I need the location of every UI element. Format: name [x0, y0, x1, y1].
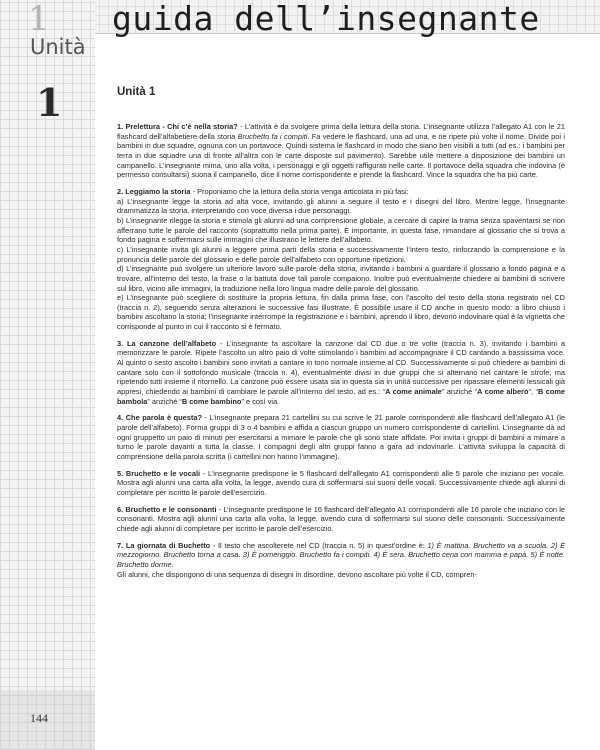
section-1-title: 1. Prelettura - Chi c’è nella storia?	[117, 122, 238, 131]
body-text	[117, 122, 565, 579]
page-header-title: guida dell’insegnante	[112, 0, 540, 38]
section-2-step-c: c) L’insegnante invita gli alunni a leggere prima parti della storia e successivamente l’intero testo, rinforzando la comprensione e la pronuncia delle parole del glossario e delle parole dell’alfabeto con opportune ripetizioni.	[117, 244, 565, 264]
section-7-text-cont: Gli alunni, che dispongono di una sequenza di disegni in disordine, devono ascoltare più volte il CD, compren-	[117, 569, 477, 579]
section-7-title: 7. La giornata di Buchetto	[117, 540, 211, 550]
section-3-text: - L’insegnante fa ascoltare la canzone dal CD due o tre volte (traccia n. 3), invitando i bambini a memorizzare le parole. Ripete l’ascolto un altro paio di volte stimolando i bambini ad accompagnare il CD cantando a bassissima voce. Al quinto o sesto ascolto i bambini sono invitati a cantare in tono normale insieme al CD. Successivamente si può chiedere ai bambini di cantare solo con il sottofondo musicale (traccia n. 4), eventualmente divisi in due gruppi che si alternano nel cantare le strofe, ma ripetendo tutti insieme il ritornello. La canzone può essere usata sia in questa sia in unità successive per ripassare elementi lessicali già appresi, chiedendo ai bambini di cambiare le parole all’interno del testo, ad es.: “	[117, 338, 565, 397]
section-5-text: - L’insegnante predispone le 5 flashcard dell’allegato A1 corrispondenti alle 5 parole che iniziano per vocale. Mostra agli alunni una carta alla volta, la legge, avendo cura di soffermarsi sui suoni delle vocali. Successivamente chiede agli alunni di completare per iscritto le parole dell’esercizio.	[117, 468, 565, 497]
section-2-title: 2. Leggiamo la storia	[117, 186, 191, 196]
section-3: 3. La canzone dell’alfabeto - L’insegnante fa ascoltare la canzone dal CD due o tre volte (traccia n. 3), invitando i bambini a memorizzare le parole. Ripete l’ascolto un altro paio di volte stimolando i bambini ad accompagnare il CD cantando a bassissima voce. Al quinto o sesto ascolto i bambini sono invitati a cantare in tono normale insieme al CD. Successivamente si può chiedere ai bambini di cantare solo con il sottofondo musicale (traccia n. 4), eventualmente divisi in due gruppi che si alternano nel cantare le strofe, ma ripetendo tutti insieme il ritornello. La canzone può essere usata sia in questa sia in unità successive per ripassare elementi lessicali già appresi, chiedendo ai bambini di cambiare le parole all’interno del testo, ad es.: “A come animale” anziché “A come albero”, “B come bambola” anziché “B come bambino” e così via.	[117, 338, 565, 406]
section-2-step-e: e) L’insegnante può scegliere di sostituire la propria lettura, fin dalla prima fase, con l’ascolto del testo della storia registrato nel CD (traccia n. 2), seguendo senza alterazioni le successive fasi illustrate. È possibile usare il CD anche in questo modo: a libro chiuso i bambini ascoltano la storia; l’insegnante interrompe la registrazione e i bambini, aprendo il libro, devono indovinare qual è la vignetta che corrisponde al punto in cui il racconto si è fermato.	[117, 293, 565, 332]
section-2-intro: - Proponiamo che la lettura della storia venga articolata in più fasi:	[190, 186, 409, 196]
section-1-text: - L’attività è da svolgere prima della lettura della storia. L’insegnante utilizza l’allegato A1 con le 21 flashcard dell’alfabetiere della storia	[117, 122, 565, 141]
section-7-story: 1) È mattina. Bruchetto va a scuola. 2) È mezzogiorno. Bruchetto torna a casa. 3) È pomeriggio. Bruchetto fa i compiti. 4) È sera. Bruchetto cena con mamma e papà. 5) È notte. Bruchetto dorme.	[117, 540, 565, 569]
section-4	[117, 413, 565, 461]
section-7-text: - Il testo che ascolterete nel CD (traccia n. 5) in quest’ordine è:	[210, 540, 428, 550]
section-3-title: 3. La canzone dell’alfabeto	[117, 338, 217, 348]
section-5-title: 5. Bruchetto e le vocali	[117, 468, 201, 478]
sidebar-unit-number: 1	[36, 80, 63, 125]
section-5	[117, 469, 565, 498]
section-2-step-a: a) L’insegnante legge la storia ad alta voce, invitando gli alunni a seguire il testo e i disegni del libro. Mentre legge, l’insegnante drammatizza la storia, interpretando con voce diversa i due personaggi.	[117, 196, 565, 216]
quote-4: B come bambino	[181, 396, 242, 406]
section-2-step-d: d) L’insegnante può svolgere un ulteriore lavoro sulle parole della storia, invitando i bambini a guardare il glossario a fondo pagina e a trovare, all’interno del testo, la frase o la battuta dove tali parole compaiono. Inoltre può eventualmente chiedere ai bambini di scrivere sul libro, vicino alle immagini, la traduzione nella loro lingua madre delle parole del glossario.	[117, 264, 565, 293]
section-6	[117, 505, 565, 534]
section-1	[117, 122, 565, 180]
quote-2: A come albero	[477, 387, 529, 397]
header-unit-digit: 1	[28, 0, 50, 39]
section-2	[117, 187, 565, 332]
section-2-step-b: b) L’insegnante rilegge la storia e stimola gli alunni ad una comprensione globale, a cercare di capire la trama senza spaventarsi se non afferrano tutte le parole del racconto (soprattutto nella prima parte). È importante, in questa fase, rimandare al glossario che si trova a fondo pagina e soffermarsi sulle immagini che illustrano le lettere dell’alfabeto.	[117, 215, 565, 245]
book-title: Bruchetto fa i compiti	[237, 131, 308, 141]
sidebar-unit-label: Unità	[30, 35, 86, 59]
page-number: 144	[30, 711, 48, 725]
section-6-text: - L’insegnante predispone le 16 flashcard dell’allegato A1 corrispondenti alle 16 parole che iniziano con le consonanti. Mostra agli alunni una carta alla volta, la legge, avendo cura di soffermarsi sul suono delle consonanti. Successivamente chiede agli alunni di completare per iscritto le parole dell’esercizio.	[117, 504, 565, 533]
section-4-title: 4. Che parola è questa?	[117, 413, 202, 423]
section-7	[117, 541, 565, 580]
section-1-text-cont: . Fa vedere le flashcard, una ad una, e ne ripete più volte il nome. Divide poi i bambini in due squadre, ognuna con un portavoce. Quindi sistema le flashcard in modo che siano ben visibili a tutti (ad es.: i bambini per terra in due squadre una di fronte all’altra con le carte disposte sul pavimento). Sarebbe utile mettere a disposizione dei bambini un campanello. L’insegnante mima, uno alla volta, i personaggi e gli oggetti raffigurati nelle carte. Il portavoce della squadra che indovina (è permesso consultarsi) suona il campanello, dice il nome corrispondente e prende la flashcard. Vince la squadra che ha più carte.	[117, 131, 565, 180]
quote-1: A come animale	[385, 387, 442, 397]
section-4-text: - L’insegnante prepara 21 cartellini su cui scrive le 21 parole corrispondenti alle flashcard dell’allegato A1 (le parole dell’alfabeto). Forma gruppi di 3 o 4 bambini e affida a ciascun gruppo un numero corrispondente di cartellini. L’insegnante dà ad ogni gruppetto un paio di minuti per esercitarsi a mimare le parole che gli sono state affidate. Poi invita i gruppi di bambini a mimare a turno le parole davanti a tutta la classe. I compagni degli altri gruppi fanno a gara ad indovinarle. L’attività sviluppa la capacità di comprensione della parola scritta (i cartellini non hanno l’immagine).	[117, 413, 565, 461]
section-6-title: 6. Bruchetto e le consonanti	[117, 504, 217, 514]
quote-3: B come bambola	[117, 387, 565, 406]
page-content	[117, 86, 565, 750]
unit-heading: Unità 1	[117, 86, 156, 98]
